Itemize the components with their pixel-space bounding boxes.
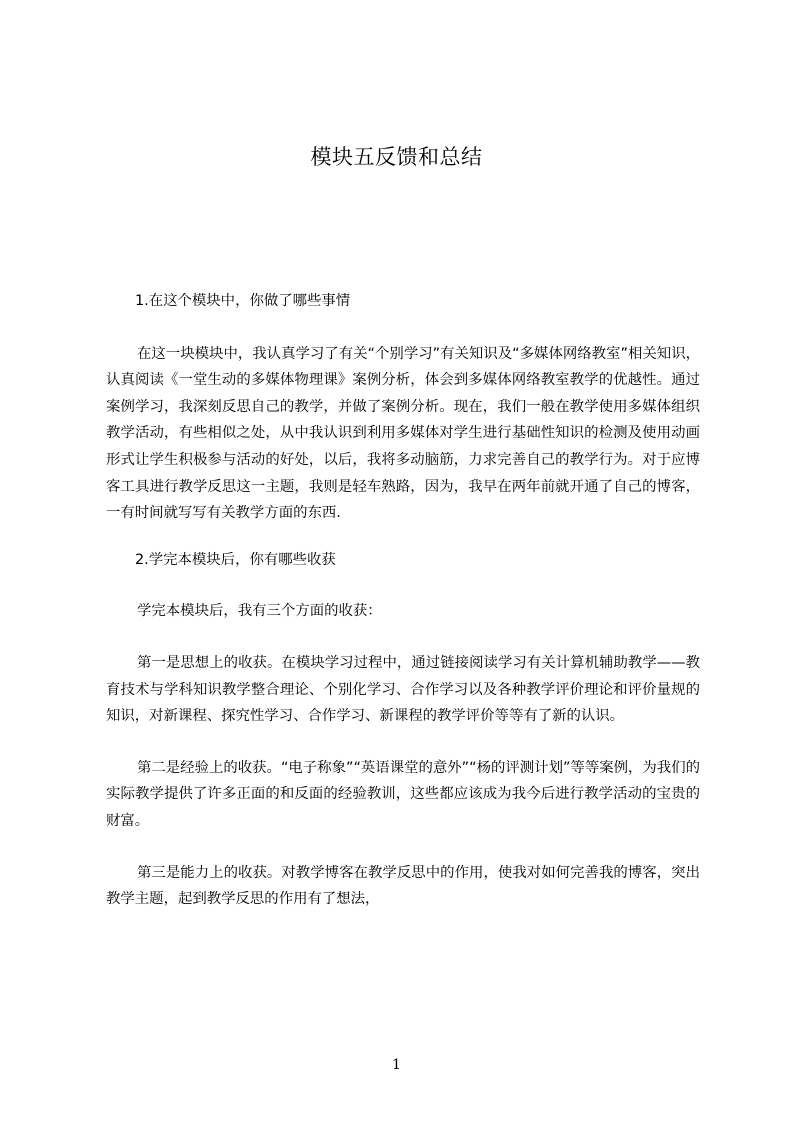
section-2-paragraph-1: 学完本模块后，我有三个方面的收获： [137, 603, 382, 620]
section-2-paragraph-4: 第三是能力上的收获。对教学博客在教学反思中的作用，使我对如何完善我的博客，突出教学主题，起到教学反思的作用有了想法， [106, 864, 700, 908]
section-2-question: 2.学完本模块后，你有哪些收获 [135, 551, 336, 568]
section-1-paragraph-1: 在这一块模块中，我认真学习了有关“个别学习”有关知识及“多媒体网络教室”相关知识，认真阅读《一堂生动的多媒体物理课》案例分析，体会到多媒体网络教室教学的优越性。通过案例学习，我深刻反思自己的教学，并做了案例分析。现在，我们一般在教学使用多媒体组织教学活动，有些相似之处，从中我认识到利用多媒体对学生进行基础性知识的检测及使用动画形式让学生积极参与活动的好处，以后，我将多动脑筋，力求完善自己的教学行为。对于应博客工具进行教学反思这一主题，我则是轻车熟路，因为，我早在两年前就开通了自己的博客，一有时间就写写有关教学方面的东西. [106, 345, 700, 522]
document-body [106, 288, 700, 913]
document-title: 模块五反馈和总结 [310, 145, 483, 169]
section-1-question: 1.在这个模块中，你做了哪些事情 [135, 293, 351, 309]
page-number: 1 [392, 1057, 401, 1073]
section-2-paragraph-2: 第一是思想上的收获。在模块学习过程中，通过链接阅读学习有关计算机辅助教学——教育技术与学科知识教学整合理论、个别化学习、合作学习以及各种教学评价理论和评价量规的知识，对新课程、探究性学习、合作学习、新课程的教学评价等等有了新的认识。 [106, 654, 700, 725]
section-2-paragraph-3: 第二是经验上的收获。“电子称象”“英语课堂的意外”“杨的评测计划”等等案例，为我们的实际教学提供了许多正面的和反面的经验教训，这些都应该成为我今后进行教学活动的宝贵的财富。 [106, 759, 700, 829]
